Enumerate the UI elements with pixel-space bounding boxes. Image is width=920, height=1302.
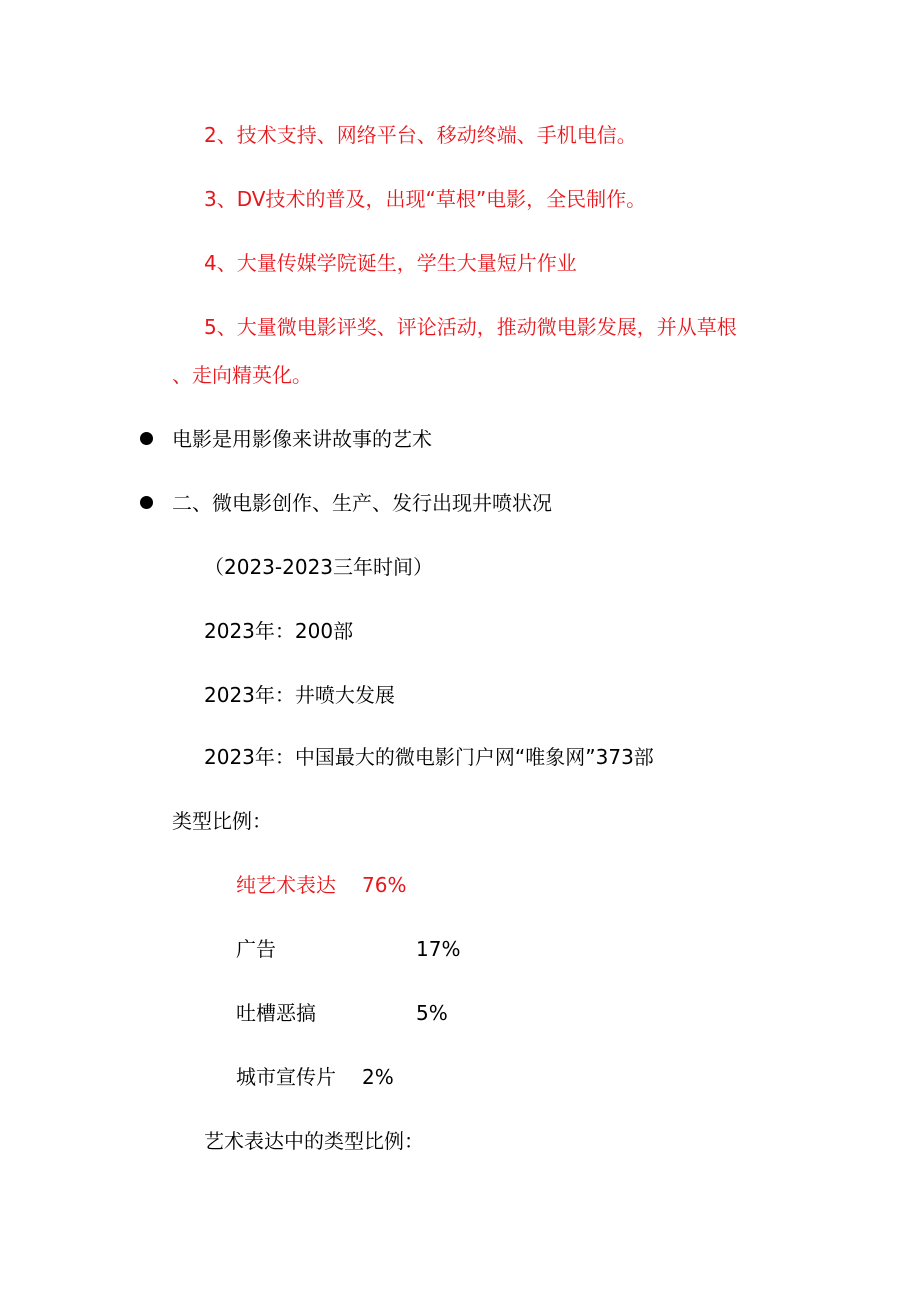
bullet-icon: [140, 496, 153, 509]
red-item-2: 2、技术支持、网络平台、移动终端、手机电信。: [204, 123, 637, 147]
bullet-text-1: 电影是用影像来讲故事的艺术: [172, 427, 432, 451]
red-item-3: 3、DV技术的普及，出现“草根”电影，全民制作。: [204, 187, 647, 211]
bullet-icon: [140, 432, 153, 445]
type-ratio-value: 5%: [416, 1001, 448, 1025]
type-ratio-label: 广告: [236, 937, 276, 961]
type-ratio-label: 吐槽恶搞: [236, 1001, 316, 1025]
red-item-5-line1: 5、大量微电影评奖、评论活动，推动微电影发展，并从草根: [204, 315, 737, 339]
type-ratio-value: 76%: [362, 873, 407, 897]
art-ratio-heading: 艺术表达中的类型比例：: [204, 1129, 424, 1153]
bullet-text-2: 二、微电影创作、生产、发行出现井喷状况: [172, 491, 552, 515]
type-ratio-label: 城市宣传片: [236, 1065, 336, 1089]
type-ratio-value: 17%: [416, 937, 461, 961]
type-ratio-heading: 类型比例：: [172, 809, 272, 833]
red-item-4: 4、大量传媒学院诞生，学生大量短片作业: [204, 251, 577, 275]
timeline-year-1: 2023年：200部: [204, 619, 354, 643]
type-ratio-label: 纯艺术表达: [236, 873, 336, 897]
timeline-year-2: 2023年：井喷大发展: [204, 683, 395, 707]
timeline-period: （2023-2023三年时间）: [204, 555, 434, 579]
type-ratio-value: 2%: [362, 1065, 394, 1089]
timeline-year-3: 2023年：中国最大的微电影门户网“唯象网”373部: [204, 745, 654, 769]
red-item-5-line2: 、走向精英化。: [172, 363, 312, 387]
